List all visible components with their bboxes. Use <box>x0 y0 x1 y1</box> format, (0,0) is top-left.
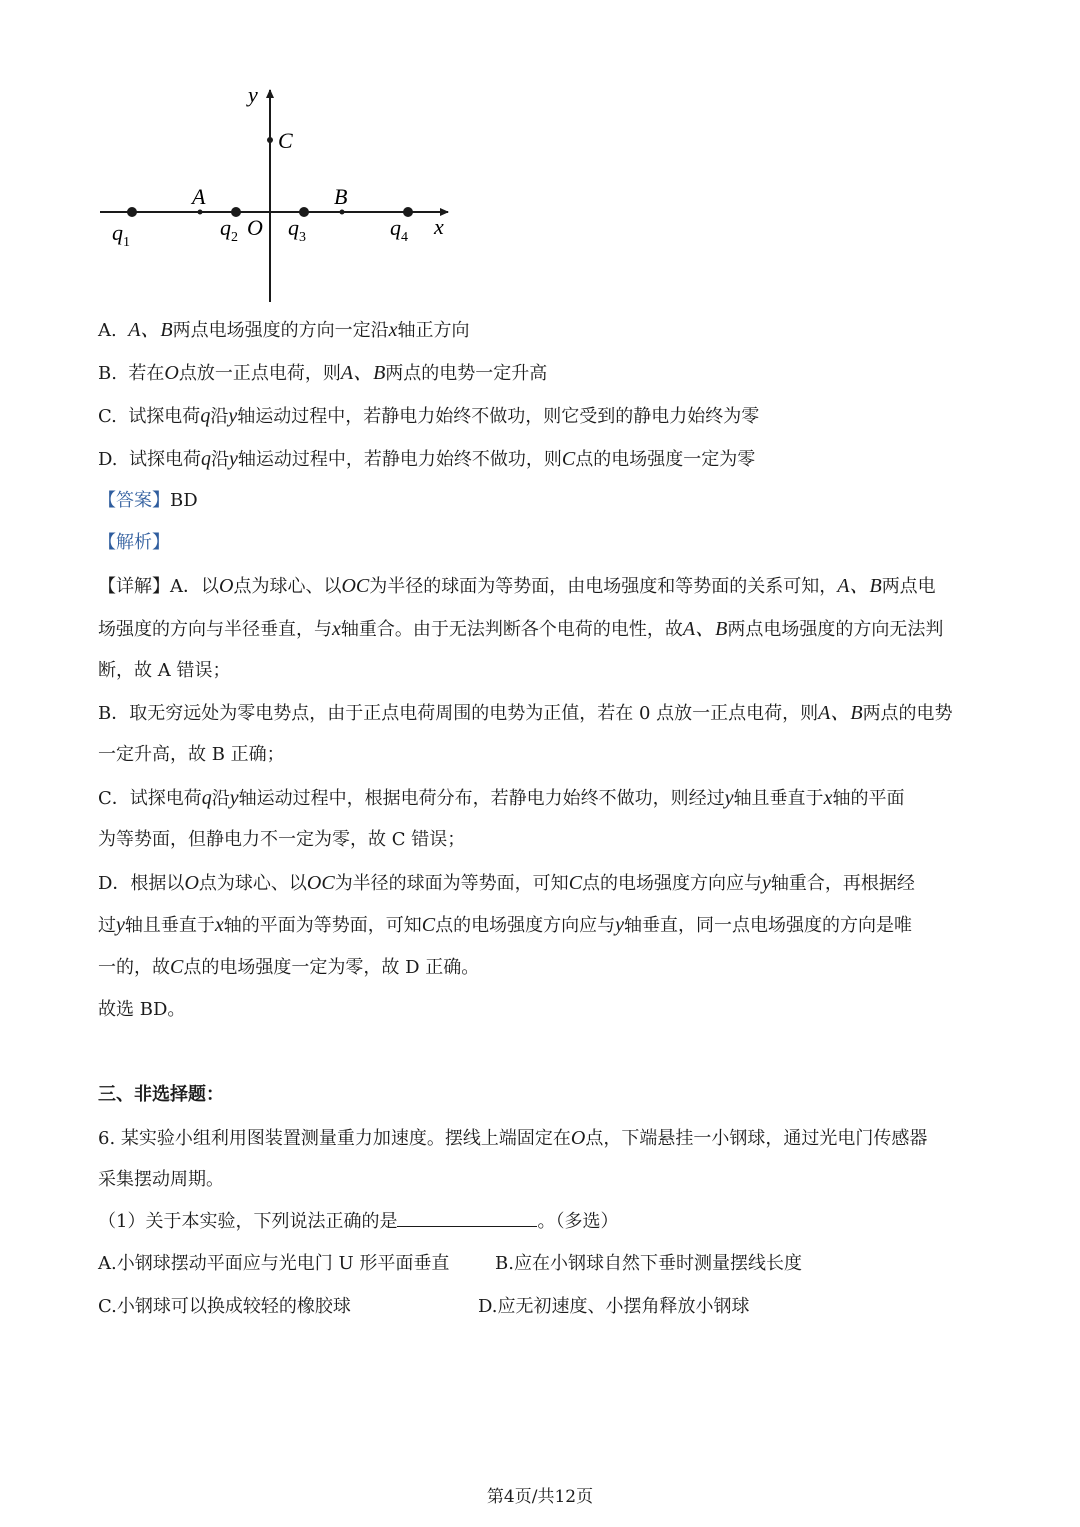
detail-9-var-3: C <box>421 914 436 936</box>
analysis-line <box>98 529 170 557</box>
charge-q2-label: $q_2$ <box>220 215 238 245</box>
detail-8-var-2: OC <box>306 872 335 894</box>
detail-1-var-1: O <box>219 575 234 597</box>
charge-q3-label: $q_3$ <box>288 215 306 245</box>
page-number-text: 第4页/共12页 <box>486 1487 594 1507</box>
option-c-text-2: 沿 <box>210 406 229 427</box>
option-a-points: A、B <box>128 319 173 341</box>
detail-8-text-3: 为半径的球面为等势面，可知 <box>334 873 569 894</box>
option-d-text-1: 试探电荷 <box>128 449 201 470</box>
detail-8-var-1: O <box>184 872 199 894</box>
detail-11-text-1: 故选 BD。 <box>98 999 186 1020</box>
detail-7-text-1: 为等势面，但静电力不一定为零，故 C 错误； <box>98 829 466 850</box>
option-c-prefix: C. <box>98 406 117 427</box>
analysis-label: 【解析】 <box>98 532 170 553</box>
option-c-text-3: 轴运动过程中，若静电力始终不做功，则它受到的静电力始终为零 <box>237 406 760 427</box>
answer-blank[interactable] <box>397 1208 537 1227</box>
option-b-text-1: 若在 <box>128 363 165 384</box>
detail-2-var-1: x <box>332 618 341 640</box>
page-number <box>0 1482 1080 1507</box>
q6-sub1-text-2: 。（多选） <box>537 1211 619 1232</box>
origin-label: O <box>247 215 263 240</box>
option-c <box>98 402 759 431</box>
detail-8-var-3: C <box>568 872 583 894</box>
option-b <box>98 359 547 388</box>
detail-6-text-5: 轴的平面 <box>832 788 905 809</box>
detail-9-var-1: y <box>116 914 125 936</box>
detail-3-text-1: 断，故 A 错误； <box>98 660 231 681</box>
detail-6-var-3: y <box>724 787 734 809</box>
detail-10-var-1: C <box>170 956 184 978</box>
detail-9-text-2: 轴且垂直于 <box>124 915 215 936</box>
option-d-text-4: 点的电场强度一定为零 <box>575 449 756 470</box>
detail-line-7 <box>98 826 465 854</box>
detail-8-var-4: y <box>762 872 771 894</box>
q6-option-a-text: A.小钢球摆动平面应与光电门 U 形平面垂直 <box>98 1253 450 1274</box>
answer-label: 【答案】 <box>98 490 170 511</box>
q6-text-2: 点，下端悬挂一小钢球，通过光电门传感器 <box>585 1128 928 1149</box>
detail-line-11 <box>98 996 185 1024</box>
q6-text-3: 采集摆动周期。 <box>98 1169 224 1190</box>
detail-1-text-2: 点为球心、以 <box>233 576 342 597</box>
detail-2-text-1: 场强度的方向与半径垂直，与 <box>98 619 332 640</box>
detail-2-text-3: 两点电场强度的方向无法判 <box>727 619 944 640</box>
detail-6-var-4: x <box>823 787 833 809</box>
detail-line-8 <box>98 869 915 898</box>
q6-option-d <box>478 1293 750 1321</box>
detail-6-text-1: C．试探电荷 <box>98 788 202 809</box>
q6-sub1-text-1: （1）关于本实验，下列说法正确的是 <box>98 1211 398 1232</box>
option-b-points: A、B <box>340 362 386 384</box>
detail-5-text-1: 一定升高，故 B 正确； <box>98 744 285 765</box>
detail-10-text-2: 点的电场强度一定为零，故 D 正确。 <box>183 957 480 978</box>
q6-option-c-text: C.小钢球可以换成较轻的橡胶球 <box>98 1296 351 1317</box>
option-c-text-1: 试探电荷 <box>128 406 201 427</box>
charge-q4-label: $q_4$ <box>390 215 408 245</box>
detail-4-var-1: A、B <box>818 702 863 724</box>
option-d-var-y: y <box>228 448 238 470</box>
detail-line-9 <box>98 911 912 940</box>
point-a-dot <box>198 210 203 215</box>
section-3-title-text: 三、非选择题： <box>98 1084 224 1105</box>
option-a-text-2: 轴正方向 <box>397 320 470 341</box>
point-c-label: C <box>278 128 293 153</box>
detail-6-text-4: 轴且垂直于 <box>733 788 824 809</box>
charge-q2-dot <box>231 207 241 217</box>
q6-option-d-text: D.应无初速度、小摆角释放小钢球 <box>478 1296 750 1317</box>
detail-9-text-3: 轴的平面为等势面，可知 <box>223 915 422 936</box>
option-b-prefix: B. <box>98 363 117 384</box>
detail-8-text-1: D．根据以 <box>98 873 185 894</box>
detail-2-var-2: A、B <box>682 618 728 640</box>
detail-9-text-4: 点的电场强度方向应与 <box>435 915 616 936</box>
detail-line-1 <box>98 572 936 601</box>
option-d-var-c: C <box>561 448 576 470</box>
detail-9-text-1: 过 <box>98 915 116 936</box>
question-6-line-2 <box>98 1166 224 1194</box>
x-axis-label: x <box>434 214 444 239</box>
option-d-text-3: 轴运动过程中，若静电力始终不做功，则 <box>237 449 562 470</box>
detail-line-4 <box>98 699 953 728</box>
point-b-dot <box>340 210 345 215</box>
detail-1-text-3: 为半径的球面为等势面，由电场强度和等势面的关系可知， <box>369 576 838 597</box>
q6-option-b-text: B.应在小钢球自然下垂时测量摆线长度 <box>495 1253 802 1274</box>
option-c-var-q: q <box>200 405 211 427</box>
detail-1-var-2: OC <box>341 575 370 597</box>
detail-1-text-4: 两点电 <box>881 576 936 597</box>
option-d-text-2: 沿 <box>210 449 229 470</box>
detail-6-text-2: 沿 <box>211 788 230 809</box>
option-b-var-o: O <box>164 362 179 384</box>
detail-8-text-5: 轴重合，再根据经 <box>770 873 915 894</box>
detail-8-text-2: 点为球心、以 <box>198 873 307 894</box>
charge-q4-dot <box>403 207 413 217</box>
point-c-dot <box>267 137 273 143</box>
point-b-label: B <box>334 184 348 209</box>
charge-q1-dot <box>127 207 137 217</box>
y-axis-label: y <box>248 82 258 107</box>
option-a <box>98 316 470 345</box>
option-d-prefix: D. <box>98 449 118 470</box>
detail-9-var-2: x <box>214 914 224 936</box>
option-a-text-1: 两点电场强度的方向一定沿 <box>172 320 389 341</box>
detail-4-text-1: B．取无穷远处为零电势点，由于正点电荷周围的电势为正值，若在 0 点放一正点电荷，则 <box>98 703 819 724</box>
detail-9-var-4: y <box>615 914 625 936</box>
detail-6-var-1: q <box>201 787 212 809</box>
detail-1-text-1: A．以 <box>170 576 219 597</box>
detail-8-text-4: 点的电场强度方向应与 <box>582 873 763 894</box>
charge-q3-dot <box>299 207 309 217</box>
option-d-var-q: q <box>200 448 211 470</box>
detail-line-6 <box>98 784 904 813</box>
detail-2-text-2: 轴重合。由于无法判断各个电荷的电性，故 <box>340 619 683 640</box>
detail-10-text-1: 一的，故 <box>98 957 170 978</box>
charge-q1-label: $q_1$ <box>112 220 130 250</box>
option-a-var-x: x <box>388 319 398 341</box>
q6-var-o: O <box>570 1127 586 1149</box>
detail-9-text-5: 轴垂直，同一点电场强度的方向是唯 <box>624 915 913 936</box>
option-b-text-2: 点放一正点电荷，则 <box>178 363 341 384</box>
q6-text-1: 6. 某实验小组利用图装置测量重力加速度。摆线上端固定在 <box>98 1128 571 1149</box>
detail-6-var-2: y <box>229 787 239 809</box>
question-6-sub-1 <box>98 1208 618 1236</box>
detail-4-text-2: 两点的电势 <box>862 703 953 724</box>
q6-option-c <box>98 1293 351 1321</box>
detail-label: 【详解】 <box>98 576 170 597</box>
option-d <box>98 445 755 474</box>
point-a-label: A <box>192 184 206 209</box>
detail-line-5 <box>98 741 285 769</box>
option-a-prefix: A. <box>98 320 117 341</box>
answer-line <box>98 487 198 515</box>
option-b-text-3: 两点的电势一定升高 <box>385 363 548 384</box>
detail-1-var-3: A、B <box>837 575 882 597</box>
question-6-line-1 <box>98 1124 927 1153</box>
detail-line-3 <box>98 657 230 685</box>
q6-option-b <box>495 1250 802 1278</box>
detail-6-text-3: 轴运动过程中，根据电荷分布，若静电力始终不做功，则经过 <box>238 788 725 809</box>
detail-line-10 <box>98 953 479 982</box>
section-3-title <box>98 1081 224 1109</box>
answer-value: BD <box>170 490 198 511</box>
option-c-var-y: y <box>228 405 238 427</box>
detail-line-2 <box>98 615 943 644</box>
q6-option-a <box>98 1250 449 1278</box>
charge-axis-diagram <box>90 78 470 306</box>
